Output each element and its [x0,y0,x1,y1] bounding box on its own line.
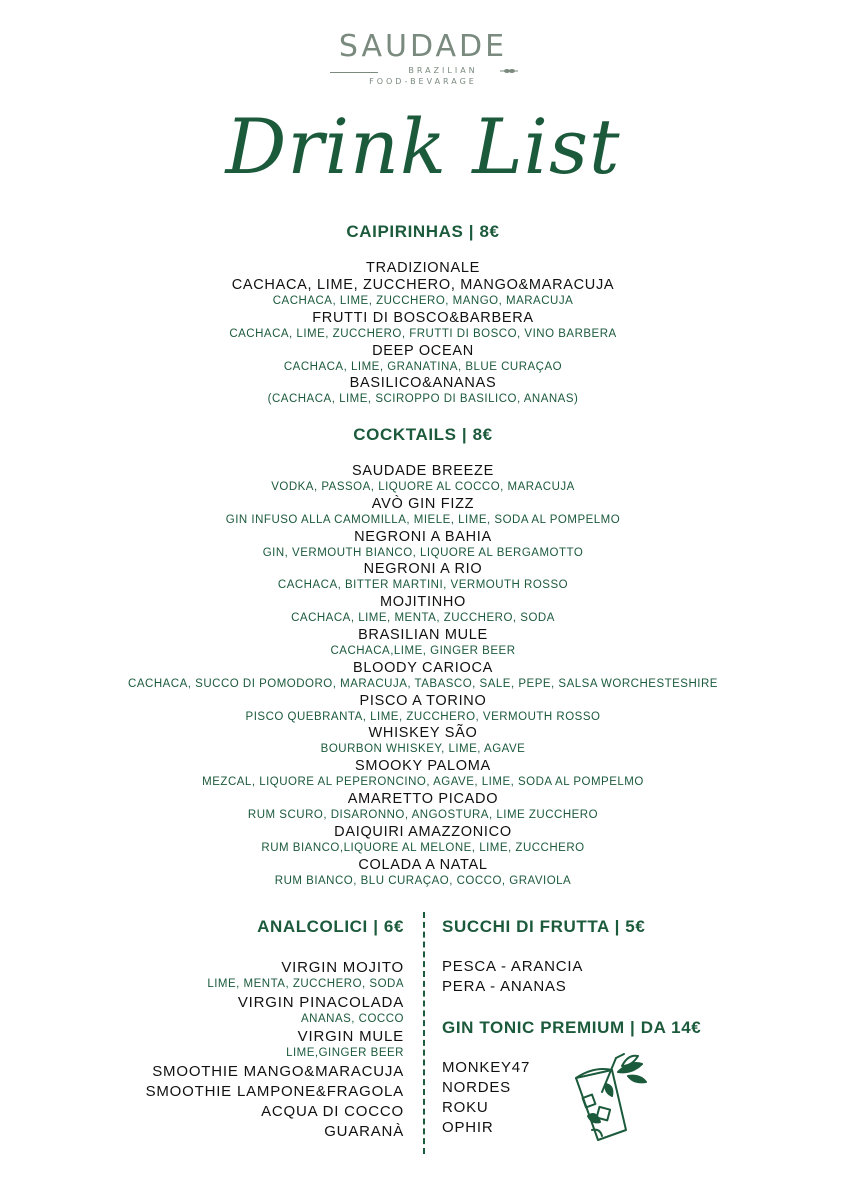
drink-name: NEGRONI A BAHIA [354,528,492,545]
page-title: Drink List [225,102,621,191]
drink-name: MOJITINHO [379,594,467,611]
logo-tagline-2: FOOD-BEVARAGE [369,77,477,86]
drink-ingredients: CACHACA, LIME, ZUCCHERO, FRUTTI DI BOSCO, VINO BARBERA [229,327,617,340]
drink-name: TRADIZIONALE [366,260,480,276]
drink-ingredients: GIN, VERMOUTH BIANCO, LIQUORE AL BERGAMOTTO [262,546,584,559]
drink-ingredients: RUM SCURO, DISARONNO, ANGOSTURA, LIME ZUCCHERO [247,808,599,821]
gin-name: ROKU [442,1099,489,1116]
caipirinhas-heading: CAIPIRINHAS | 8€ [346,222,500,241]
drink-name: VIRGIN PINACOLADA [237,993,404,1011]
drink-ingredients: RUM BIANCO, BLU CURAÇAO, COCCO, GRAVIOLA [274,874,572,887]
logo-subtitle [328,64,518,90]
drink-name: BRASILIAN MULE [358,626,488,643]
drink-ingredients: CACHACA, LIME, MENTA, ZUCCHERO, SODA [291,612,555,625]
gin-name: OPHIR [442,1119,494,1136]
drink-name: BASILICO&ANANAS [349,375,497,392]
succhi-heading: SUCCHI DI FRUTTA | 5€ [442,917,646,936]
drink-ingredients: LIME,GINGER BEER [286,1047,404,1059]
drink-name: SMOOTHIE MANGO&MARACUJA [152,1062,404,1080]
drink-name: AVÒ GIN FIZZ [371,495,475,512]
drink-name: SAUDADE BREEZE [352,463,494,479]
drink-name: SMOOTHIE LAMPONE&FRAGOLA [145,1082,404,1100]
drink-name: DEEP OCEAN [372,342,474,359]
drink-name: SMOOKY PALOMA [355,758,491,775]
drink-name: VIRGIN MULE [297,1028,404,1045]
drink-ingredients: GIN INFUSO ALLA CAMOMILLA, MIELE, LIME, SODA AL POMPELMO [225,513,621,526]
drink-name: WHISKEY SÃO [368,725,478,742]
drink-ingredients: MEZCAL, LIQUORE AL PEPERONCINO, AGAVE, LIME, SODA AL POMPELMO [202,776,644,789]
gin-name: MONKEY47 [442,1059,531,1076]
drink-name: NEGRONI A RIO [363,561,483,578]
logo-wordmark: SAUDADE [338,29,508,64]
caipirinhas-list [0,260,846,408]
drink-ingredients: PISCO QUEBRANTA, LIME, ZUCCHERO, VERMOUTH ROSSO [245,710,601,723]
drink-ingredients: (CACHACA, LIME, SCIROPPO DI BASILICO, ANANAS) [267,393,579,406]
drink-name: VIRGIN MOJITO [281,959,404,976]
cocktails-list [0,463,846,889]
drink-ingredients: CACHACA, SUCCO DI POMODORO, MARACUJA, TABASCO, SALE, PEPE, SALSA WORCHESTESHIRE [128,677,718,690]
logo [0,30,846,90]
drink-name: COLADA A NATAL [358,856,488,873]
drink-ingredients: CACHACA, LIME, ZUCCHERO, MANGO, MARACUJA [272,295,574,307]
drink-name: AMARETTO PICADO [347,790,499,807]
leaf-icon [500,67,518,75]
logo-tagline-1: BRAZILIAN [408,66,478,75]
drink-name: GUARANÀ [324,1122,404,1140]
drink-ingredients: ANANAS, COCCO [301,1012,404,1025]
logo-rule [330,72,378,73]
cocktail-glass-icon [568,1052,648,1144]
drink-name: FRUTTI DI BOSCO&BARBERA [312,309,534,326]
drink-ingredients: BOURBON WHISKEY, LIME, AGAVE [320,743,526,756]
drink-ingredients: LIME, MENTA, ZUCCHERO, SODA [207,978,404,990]
drink-ingredients: CACHACA, LIME, GRANATINA, BLUE CURAÇAO [283,360,563,373]
cocktails-heading: COCKTAILS | 8€ [353,425,493,444]
juice-name: PERA - ANANAS [442,978,567,995]
drink-ingredients: CACHACA, BITTER MARTINI, VERMOUTH ROSSO [277,579,569,592]
gin-tonic-heading: GIN TONIC PREMIUM | DA 14€ [442,1018,702,1037]
drink-name: DAIQUIRI AMAZZONICO [334,823,512,840]
juice-name: PESCA - ARANCIA [442,958,584,975]
gin-name: NORDES [442,1079,511,1096]
column-divider [423,912,425,1154]
drink-name: CACHACA, LIME, ZUCCHERO, MANGO&MARACUJA [231,277,615,293]
analcolici-column [146,917,404,1141]
drink-ingredients: CACHACA,LIME, GINGER BEER [330,644,516,657]
drink-name: PISCO A TORINO [359,692,487,709]
drink-name: BLOODY CARIOCA [352,659,494,676]
drink-ingredients: VODKA, PASSOA, LIQUORE AL COCCO, MARACUJA [271,481,575,493]
drink-ingredients: RUM BIANCO,LIQUORE AL MELONE, LIME, ZUCCHERO [261,841,585,854]
analcolici-heading: ANALCOLICI | 6€ [257,917,404,936]
drink-name: ACQUA DI COCCO [261,1102,404,1120]
